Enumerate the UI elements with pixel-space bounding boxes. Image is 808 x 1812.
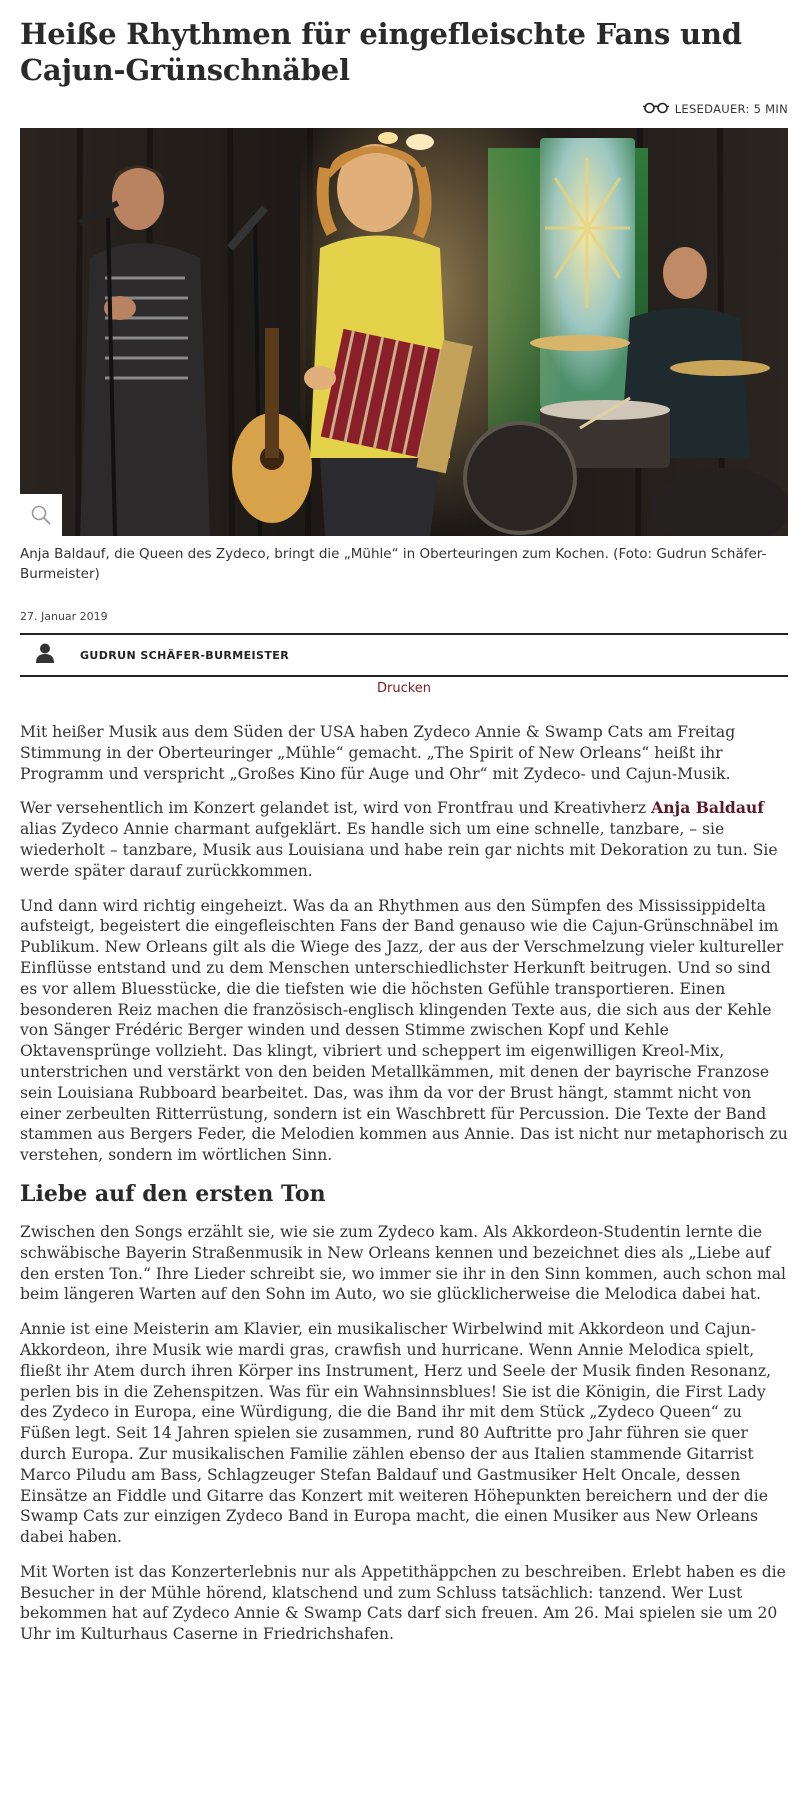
person-icon [36,643,54,667]
print-link[interactable]: Drucken [376,681,432,696]
subheading: Liebe auf den ersten Ton [20,1180,326,1207]
reading-time-label: LESEDAUER: 5 MIN [674,102,788,116]
paragraph: Zwischen den Songs erzählt sie, wie sie zum Zydeco kam. Als Akkordeon-Studentin lernte die schwäbische Bayerin Straßenmusik in New Orleans kennen und bezeichnet dies als „Liebe auf den ersten Ton.“ Ihre Lieder schreibt sie, wo immer sie ihr in den Sinn kommen, auch schon mal beim längeren Warten auf den Sohn im Auto, wo sie glücklicherweise die Melodica dabei hat. [20,1222,787,1304]
person-link-anja-baldauf[interactable]: Anja Baldauf [651,798,764,818]
paragraph [20,798,788,881]
paragraph: Annie ist eine Meisterin am Klavier, ein musikalischer Wirbelwind mit Akkordeon und Cajun-Akkordeon, ihre Musik wie mardi gras, crawfish und hurricane. Wenn Annie Melodica spielt, fließt ihr Atem durch ihren Körper ins Instrument, Herz und Seele der Musik finden Resonanz, perlen bis in die Zehenspitzen. Was für ein Wahnsinnsblues! Sie ist die Königin, die First Lady des Zydeco in Europa, eine Würdigung, die die Band ihr mit dem Stück „Zydeco Queen“ zu Füßen legt. Seit 14 Jahren spielen sie zusammen, rund 80 Auftritte pro Jahr führen sie quer durch Europa. Zur musikalischen Familie zählen ebenso der aus Italien stammende Gitarrist Marco Piludu am Bass, Schlagzeuger Stefan Baldauf und Gastmusiker Helt Oncale, dessen Einsätze an Fiddle und Gitarre das Konzert mit weiteren Höhepunkten bereichern und der die Swamp Cats zur einzigen Zydeco Band in Europa macht, die einen Musiker aus New Orleans dabei haben. [20,1320,772,1547]
reading-time [20,98,788,120]
concert-photo [20,128,788,536]
magnifier-icon [30,504,52,526]
article-photo [20,128,788,536]
paragraph: Mit heißer Musik aus dem Süden der USA haben Zydeco Annie & Swamp Cats am Freitag Stimmung in der Oberteuringer „Mühle“ gemacht. „The Spirit of New Orleans“ heißt ihr Programm und verspricht „Großes Kino für Auge und Ohr“ mit Zydeco- und Cajun-Musik. [20,723,736,783]
publish-date: 27. Januar 2019 [20,610,108,623]
paragraph-text: Wer versehentlich im Konzert gelandet ist, wird von Frontfrau und Kreativherz [20,799,652,818]
image-caption: Anja Baldauf, die Queen des Zydeco, bringt die „Mühle“ in Oberteuringen zum Kochen. (Foto: Gudrun Schäfer-Burmeister) [20,546,767,582]
paragraph-text: Sie werde später darauf zurückkommen. [20,840,778,880]
article-title: Heiße Rhythmen für eingefleischte Fans und Cajun-Grünschnäbel [20,17,742,87]
glasses-icon [643,102,675,117]
paragraph: Und dann wird richtig eingeheizt. Was da an Rhythmen aus den Sümpfen des Mississippidelta aufsteigt, begeistert die eingefleischten Fans der Band genauso wie die Cajun-Grünschnäbel im Publikum. New Orleans gilt als die Wiege des Jazz, der aus der Verschmelzung vieler kultureller Einflüsse entstand und zu dem Menschen unterschiedlichster Herkunft beitrugen. Und so sind es vor allem Bluesstücke, die die tiefsten wie die höchsten Gefühle transportieren. Einen besonderen Reiz machen die französisch-englisch klingenden Texte aus, die sich aus der Kehle von Sänger Frédéric Berger winden und dessen Stimme zwischen Kopf und Kehle Oktavensprünge vollzieht. Das klingt, vibriert und scheppert im eigenwilligen Kreol-Mix, unterstrichen und verstärkt von den beiden Metallkämmen, mit denen der bayrische Franzose sein Louisiana Rubboard bearbeitet. Das, was ihm da vor der Brust hängt, stammt nicht von einer zerbeulten Ritterrüstung, sondern ist ein Waschbrett für Percussion. Die Texte der Band stammen aus Bergers Feder, die Melodien kommen aus Annie. Das ist nicht nur metaphorisch zu verstehen, sondern im wörtlichen Sinn. [20,896,788,1165]
author-name[interactable]: GUDRUN SCHÄFER-BURMEISTER [80,648,290,662]
zoom-button[interactable] [20,494,62,536]
paragraph-text: alias Zydeco Annie charmant aufgeklärt. Es handle sich um eine schnelle, tanzbare, – sie wiederholt – tanzbare, Musik aus Louisiana und habe rein gar nichts mit Dekoration zu tun. [20,820,753,859]
article-body [20,722,788,1645]
paragraph: Mit Worten ist das Konzerterlebnis nur als Appetithäppchen zu beschreiben. Erlebt haben es die Besucher in der Mühle hörend, klatschend und zum Schluss tatsächlich: tanzend. Wer Lust bekommen hat auf Zydeco Annie & Swamp Cats darf sich freuen. Am 26. Mai spielen sie um 20 Uhr im Kulturhaus Caserne in Friedrichshafen. [20,1562,786,1644]
author-bar [20,633,788,677]
